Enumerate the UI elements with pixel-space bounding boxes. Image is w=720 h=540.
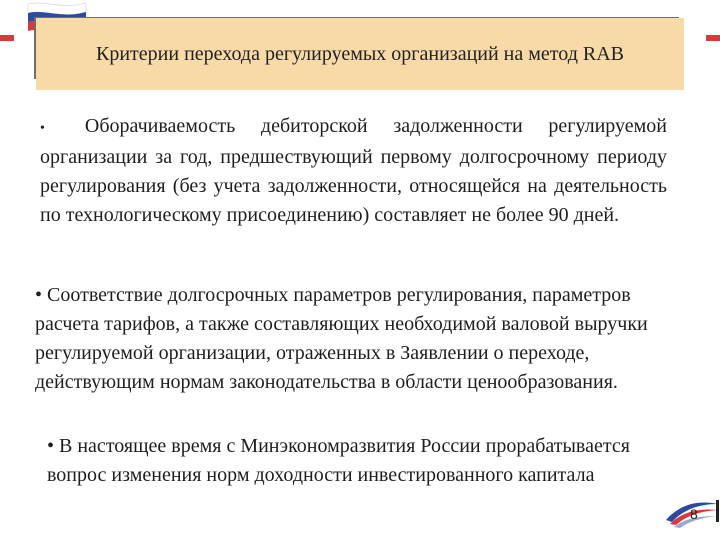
bullet-1: • [40, 121, 45, 136]
paragraph-1 [40, 112, 667, 230]
right-edge-red-mark [706, 35, 720, 41]
paragraph-2-text: Соответствие долгосрочных параметров регулирования, параметров расчета тарифов, а также составляющих необходимой валовой выручки регулируемой организации, отраженных в Заявлении о переходе, действующим нормам законодательства в области ценообразования. [35, 284, 648, 393]
paragraph-3-text: В настоящее время с Минэкономразвития России прорабатывается вопрос изменения норм доходности инвестированного капитала [47, 435, 630, 486]
bullet-2: • [35, 284, 43, 306]
title-box [36, 18, 684, 90]
paragraph-3 [47, 432, 647, 490]
page-edge-rule [716, 500, 719, 522]
paragraph-2 [35, 281, 675, 397]
slide-title: Критерии перехода регулируемых организаций на метод RAB [96, 43, 624, 65]
page-number: 8 [690, 506, 698, 522]
left-edge-red-mark [0, 35, 14, 41]
bullet-3: • [47, 435, 55, 457]
paragraph-1-text: Оборачиваемость дебиторской задолженности регулируемой организации за год, предшествующий первому долгосрочному периоду регулирования (без учета задолженности, относящейся на деятельность по технологическому присоединению) составляет не более 90 дней. [40, 115, 667, 226]
